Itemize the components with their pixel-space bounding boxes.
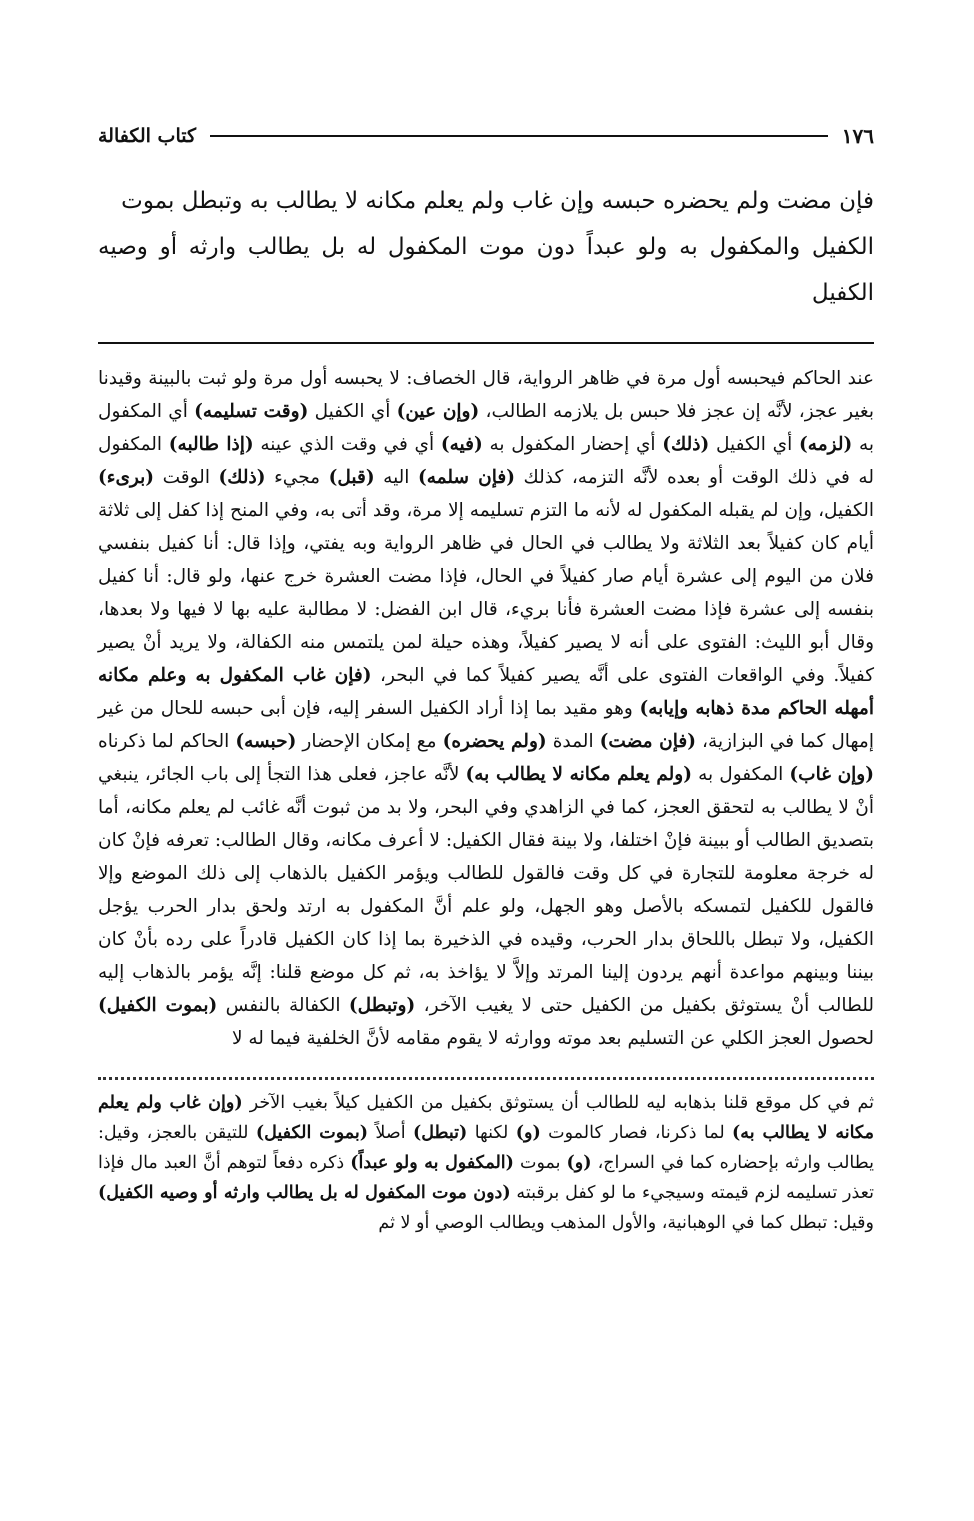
footnote-quote: (و): [566, 1153, 592, 1173]
commentary-quote: (قبل): [328, 467, 375, 488]
commentary-text: لأنَّه عاجز، فعلى هذا التجأ إلى باب الجائر، ينبغي أنْ لا يطالب به لتحقق العجز، كما في الزاهدي وفي البحر، ولا بد من ثبوت أنَّه غائب لم يعلم مكانه، أما بتصديق الطالب أو ببينة فإنْ اختلفا، ولا بينة فقال الكفيل: لا أعرف مكانه، وقال الطالب: تعرفه فإنْ كان له خرجة معلومة للتجارة في كل وقت فالقول للطالب ويؤمر الكفيل بالذهاب إلى ذلك الموضع وإلا فالقول للكفيل لتمسكه بالأصل وهو الجهل، ولو علم أنَّ المكفول به ارتد ولحق بدار الحرب يؤجل الكفيل، ولا تبطل باللحاق بدار الحرب، وقيده في الذخيرة بما إذا كان الكفيل قادراً على رده بأنْ كان بيننا وبينهم مواعدة أنهم يردون إلينا المرتد وإلاَّ لا يؤاخذ به، ثم كل موضع قلنا: إنَّه يؤمر بالذهاب إليه للطالب أنْ يستوثق بكفيل من الكفيل حتى لا يغيب الآخر،: [98, 764, 874, 1016]
commentary-text: المكفول به: [691, 764, 790, 785]
footnote: [98, 1088, 874, 1238]
commentary-text: أي في وقت الذي عينه: [253, 434, 441, 455]
commentary-quote: (إذا طالبه): [168, 434, 254, 455]
footnote-text: للتيقن بالعجز، وقيل: يطالب وارثه بإحضاره كما في السراج،: [98, 1123, 874, 1173]
commentary-text: أي إحضار المكفول به: [482, 434, 663, 455]
footnote-text: ثم في كل موقع قلنا بذهابه ليه للطالب أن يستوثق بكفيل من الكفيل كيلاً بغيب الآخر: [242, 1093, 874, 1113]
main-text-line-2: الكفيل والمكفول به ولو عبداً دون موت المكفول له بل يطالب وارثه أو وصيه الكفيل: [98, 234, 874, 306]
commentary-text: وهو مقيد بما إذا أراد الكفيل السفر إليه، فإن أبى حبسه للحال من غير إمهال كما في البزازية،: [98, 698, 874, 752]
commentary-quote: (وقت تسليمه): [194, 401, 309, 422]
commentary-quote: (وتبطل): [348, 995, 416, 1016]
footnote-dotted-separator: [98, 1065, 874, 1080]
commentary-text: لحصول العجز الكلي عن التسليم بعد موته ووارثه لا يقوم مقامه لأنَّ الخلفية فيما له لا: [231, 1028, 874, 1049]
page-number: ١٧٦: [841, 124, 874, 148]
commentary-text: المدة: [546, 731, 600, 752]
commentary-text: المكفول له في ذلك الوقت أو بعده لأنَّه التزمه، كذلك: [98, 434, 874, 488]
footnote-paragraph: [98, 1088, 874, 1238]
footnote-quote: (وإن غاب ولم يعلم مكانه لا يطالب به): [98, 1093, 874, 1143]
commentary-quote: (برىء): [98, 467, 155, 488]
footnote-text: وقيل: تبطل كما في الوهبانية، والأول المذهب ويطالب الوصي أو لا ثم: [378, 1213, 874, 1233]
footnote-text: أصلاً: [368, 1123, 413, 1143]
commentary-quote: (بموت الكفيل): [98, 995, 218, 1016]
commentary-quote: (وإن عين): [396, 401, 480, 422]
commentary-quote: (حبسه): [235, 731, 297, 752]
commentary-text: أي الكفيل: [709, 434, 800, 455]
footnote-text: لكنها: [467, 1123, 516, 1143]
header-rule: [210, 135, 828, 137]
commentary-quote: (ذلك): [662, 434, 710, 455]
commentary-quote: (فإن مضت): [599, 731, 696, 752]
commentary-text: الكفيل، وإن لم يقبله المكفول له لأنه ما التزم تسليمه إلا مرة، وقد أتى به، وفي المنح إذا كفل إلى ثلاثة أيام كان كفيلاً بعد الثلاثة ولا يطالب في الحال في ظاهر الرواية وبه يفتي، وإذا قال: أنا كفيل بنفسي فلان من اليوم إلى عشرة أيام صار كفيلاً في الحال، فإذا مضت العشرة خرج عنها، ولو قال: أنا كفيل بنفسه إلى عشرة فإذا مضت العشرة فأنا بريء، قال ابن الفضل: لا مطالبة عليه بها لا فيها ولا بعدها، وقال أبو الليث: الفتوى على أنه لا يصير كفيلاً، وهذه حيلة لمن يلتمس منه الكفالة، ولا يريد أنْ يصير كفيلاً. وفي الواقعات الفتوى على أنَّه يصير كفيلاً كما في البحر،: [98, 500, 874, 686]
footnote-text: ذكره دفعاً لتوهم أنَّ العبد مال فإذا تعذر تسليمه لزم قيمته وسيجيء ما لو كفل برقبته: [98, 1153, 874, 1203]
main-text-line-1: فإن مضت ولم يحضره حبسه وإن غاب ولم يعلم مكانه لا يطالب به وتبطل بموت: [121, 188, 874, 214]
page-header: [98, 118, 874, 154]
commentary-quote: (فيه): [440, 434, 483, 455]
book-title: كتاب الكفالة: [98, 125, 197, 147]
commentary-text: أي الكفيل: [308, 401, 397, 422]
commentary-quote: (فإن سلمه): [418, 467, 515, 488]
book-page: [98, 118, 874, 1408]
footnote-quote: (دون موت المكفول له بل يطالب وارثه أو وصيه الكفيل): [98, 1183, 511, 1203]
main-text: [98, 178, 874, 316]
commentary: [98, 362, 874, 1055]
commentary-text: الكفالة بالنفس: [217, 995, 349, 1016]
main-commentary-divider: [98, 342, 874, 344]
footnote-quote: (المكفول به ولو عبداً): [350, 1153, 514, 1173]
footnote-text: لما ذكرنا، فصار كالموت: [540, 1123, 733, 1143]
commentary-quote: (ولم يعلم مكانه لا يطالب به): [465, 764, 692, 785]
footnote-quote: (تبطل): [412, 1123, 468, 1143]
footnote-text: بموت: [513, 1153, 567, 1173]
commentary-text: الحاكم لما ذكرناه: [98, 731, 236, 752]
commentary-text: مع إمكان الإحضار: [296, 731, 443, 752]
commentary-text: اليه: [374, 467, 418, 488]
commentary-quote: (وإن غاب): [789, 764, 874, 785]
footnote-quote: (و): [515, 1123, 541, 1143]
commentary-quote: (ذلك): [218, 467, 266, 488]
commentary-text: عند الحاكم فيحبسه أول مرة في ظاهر الرواية، قال الخصاف: لا يحبسه أول مرة ولو ثبت بالبينة وقيدنا بغير عجز، لأنَّه إن عجز فلا حبس بل يلازمه الطالب،: [98, 368, 874, 422]
commentary-quote: (لزمه): [799, 434, 853, 455]
commentary-paragraph: [98, 362, 874, 1055]
footnote-quote: (بموت الكفيل): [255, 1123, 369, 1143]
commentary-quote: (ولم يحضره): [442, 731, 547, 752]
commentary-text: مجيء: [265, 467, 329, 488]
commentary-text: أي المكفول به: [98, 401, 875, 455]
commentary-text: الوقت: [154, 467, 219, 488]
commentary-quote: (فإن غاب المكفول به وعلم مكانه أمهله الحاكم مدة ذهابه وإيابه): [98, 665, 874, 719]
